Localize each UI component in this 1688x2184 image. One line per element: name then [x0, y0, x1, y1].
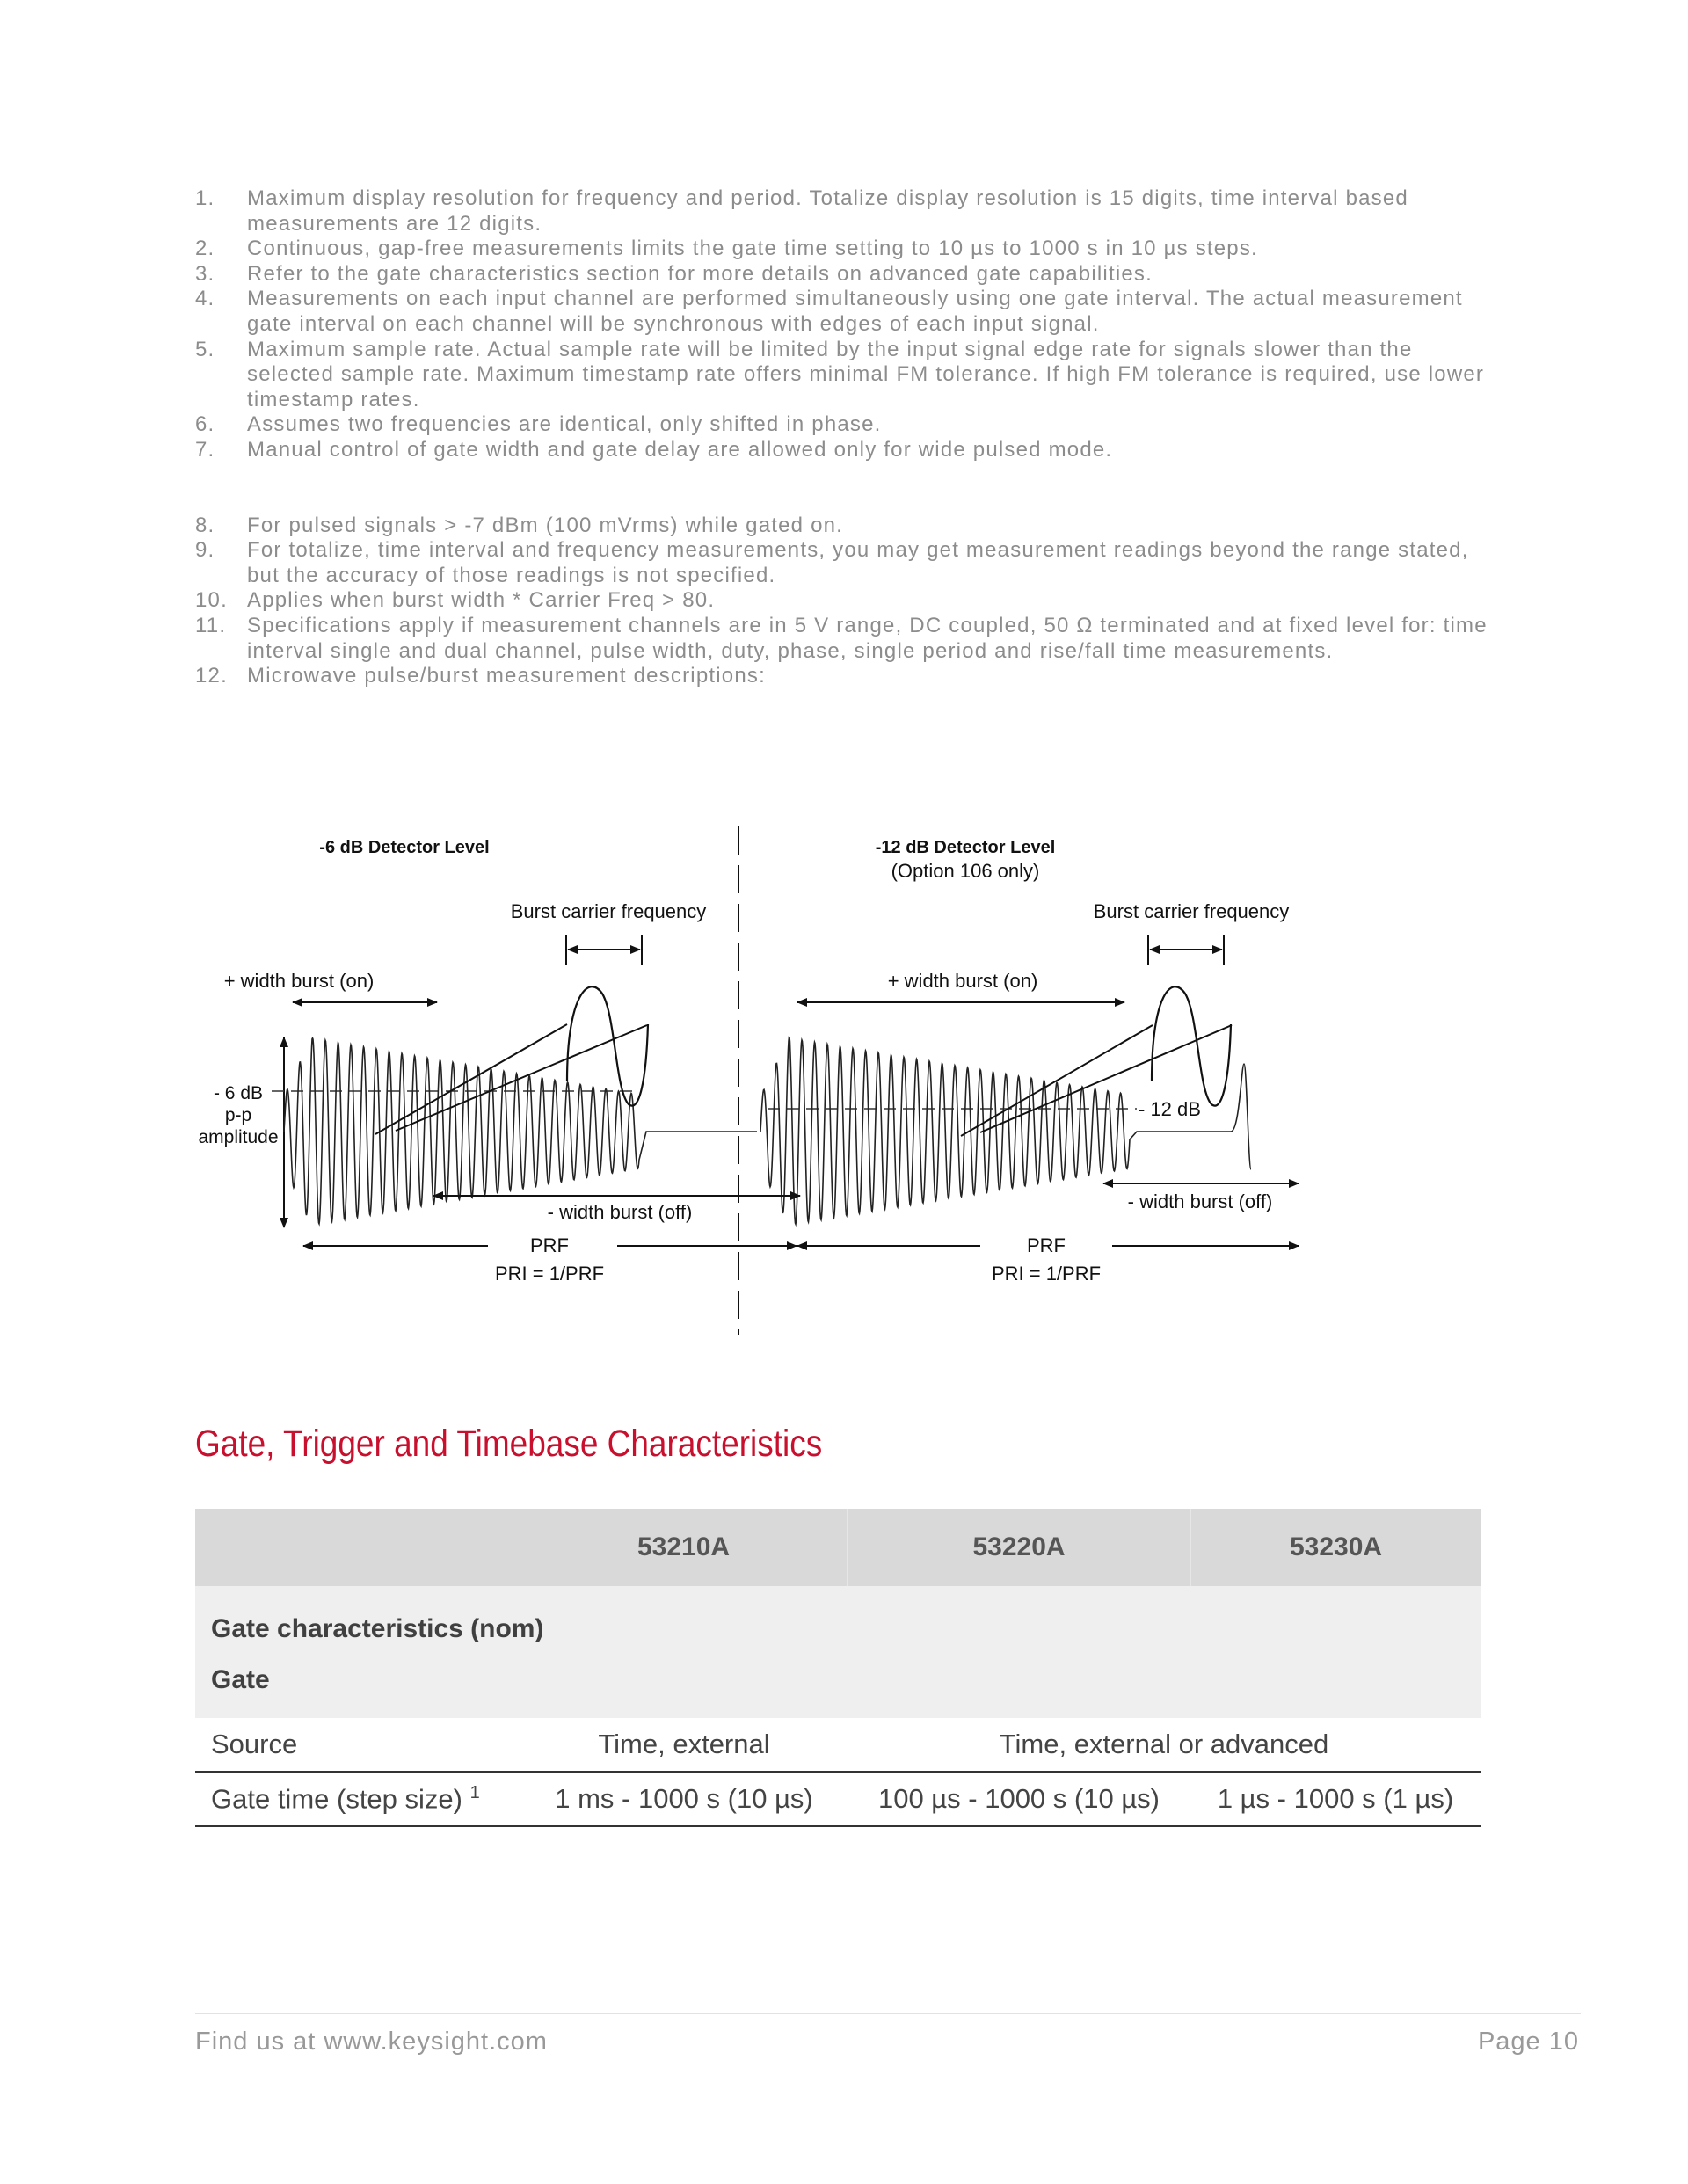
footnote-number: 8.: [195, 513, 215, 537]
carrier-zoom-line-left-b: [396, 1025, 647, 1131]
footnote-text: For pulsed signals > -7 dBm (100 mVrms) while gated on.: [247, 513, 844, 537]
footnote-number: 7.: [195, 437, 215, 462]
amplitude-label-line1: - 6 dB: [213, 1083, 264, 1103]
footnotes: [195, 186, 1505, 689]
table-header-row: [195, 1509, 1481, 1586]
source-53220a-53230a: Time, external or advanced: [848, 1718, 1481, 1772]
footnote: [195, 186, 1505, 237]
gate-time-53220a: 100 µs - 1000 s (10 µs): [848, 1772, 1190, 1826]
footnote-ref: 1: [469, 1782, 480, 1802]
group-label: Gate characteristics (nom): [195, 1586, 1481, 1655]
prf-label-right: PRF: [1027, 1234, 1066, 1256]
footnote: [195, 338, 1505, 413]
footnote: [195, 262, 1505, 288]
db12-label: - 12 dB: [1139, 1098, 1201, 1120]
gate-time-label: Gate time (step size): [211, 1783, 462, 1815]
table-header-53230a: 53230A: [1190, 1509, 1481, 1586]
amplitude-label-line2: p-p: [224, 1105, 252, 1125]
gate-spec-table: [195, 1509, 1481, 1827]
footnote-number: 5.: [195, 337, 215, 361]
page-number: Page 10: [1477, 2027, 1579, 2056]
row-label-source: Source: [195, 1718, 520, 1772]
footnote-text: Measurements on each input channel are performed simultaneously using one gate interval. The actual measurement gate interval on each channel will be synchronous with edges of each input signal.: [247, 287, 1463, 336]
left-title: -6 dB Detector Level: [319, 838, 490, 857]
footnote: [195, 237, 1505, 262]
footnote-text: Manual control of gate width and gate delay are allowed only for wide pulsed mode.: [247, 437, 1113, 462]
footer-divider: [195, 2013, 1581, 2014]
pri-label-left: PRI = 1/PRF: [494, 1263, 605, 1285]
table-header-empty: [195, 1509, 520, 1586]
footnote: [195, 538, 1505, 588]
footnote-number: 2.: [195, 237, 215, 261]
footnote: [195, 287, 1505, 337]
footer-website[interactable]: Find us at www.keysight.com: [195, 2027, 548, 2056]
footnote-number: 10.: [195, 588, 228, 613]
footnote-text: Refer to the gate characteristics section for more details on advanced gate capabilities.: [247, 261, 1153, 286]
table-header-53210a: 53210A: [520, 1509, 848, 1586]
pri-label-right: PRI = 1/PRF: [991, 1263, 1102, 1285]
footnote-text: For totalize, time interval and frequency measurements, you may get measurement readings beyond the range stated, but the accuracy of those readings is not specified.: [247, 538, 1469, 587]
right-title: -12 dB Detector Level: [875, 838, 1056, 857]
footnote-text: Specifications apply if measurement channels are in 5 V range, DC coupled, 50 Ω terminated and at fixed level for: time interval single and dual channel, pulse width, duty, phase, single period and rise/fall time measurements.: [247, 613, 1488, 663]
footnote-text: Maximum sample rate. Actual sample rate will be limited by the input signal edge rate for signals slower than the selected sample rate. Maximum timestamp rate offers minimal FM tolerance. If high FM tolerance is required, use lower timestamp rates.: [247, 337, 1485, 411]
footnote: [195, 438, 1505, 463]
footnote-number: 1.: [195, 186, 215, 210]
carrier-zoom-sine-right: [1152, 986, 1231, 1105]
footnote-text: Continuous, gap-free measurements limits the gate time setting to 10 µs to 1000 s in 10 µs steps.: [247, 237, 1258, 261]
footnote-gap: [195, 463, 1505, 513]
table-row: [195, 1772, 1481, 1826]
footnote: [195, 614, 1505, 664]
footnote-number: 4.: [195, 287, 215, 311]
footnote: [195, 664, 1505, 689]
row-label-gate-time: [195, 1772, 520, 1826]
carrier-label-left: Burst carrier frequency: [510, 900, 707, 922]
footnote: [195, 412, 1505, 438]
footnote-text: Assumes two frequencies are identical, only shifted in phase.: [247, 412, 882, 437]
gate-time-53210a: 1 ms - 1000 s (10 µs): [520, 1772, 848, 1826]
pulse-burst-diagram-svg: [189, 818, 1319, 1345]
table-row: [195, 1718, 1481, 1772]
right-subtitle: (Option 106 only): [891, 860, 1040, 882]
footnote-number: 3.: [195, 261, 215, 286]
prf-label-left: PRF: [530, 1234, 569, 1256]
width-on-label-right: + width burst (on): [887, 970, 1038, 992]
subgroup-label: Gate: [195, 1655, 1481, 1718]
footnote-text: Microwave pulse/burst measurement descriptions:: [247, 664, 766, 688]
carrier-label-right: Burst carrier frequency: [1093, 900, 1290, 922]
footnote-number: 11.: [195, 613, 227, 637]
footnote-text: Applies when burst width * Carrier Freq > 80.: [247, 588, 716, 613]
footnote-text: Maximum display resolution for frequency and period. Totalize display resolution is 15 digits, time interval based measurements are 12 digits.: [247, 186, 1408, 236]
width-off-label-left: - width burst (off): [547, 1201, 693, 1223]
pulse-burst-diagram: [189, 818, 1319, 1345]
carrier-zoom-line-right-a: [961, 1025, 1153, 1136]
footnote-number: 12.: [195, 664, 228, 688]
section-title: Gate, Trigger and Timebase Characteristics: [195, 1423, 823, 1465]
table-subgroup-row: [195, 1655, 1481, 1718]
table-header-53220a: 53220A: [848, 1509, 1190, 1586]
footnote-number: 9.: [195, 538, 215, 563]
table-group-row: [195, 1586, 1481, 1655]
footnote-number: 6.: [195, 412, 215, 437]
source-53210a: Time, external: [520, 1718, 848, 1772]
amplitude-label-line3: amplitude: [198, 1127, 279, 1147]
width-on-label-left: + width burst (on): [223, 970, 375, 992]
footnote: [195, 588, 1505, 614]
width-off-label-right: - width burst (off): [1127, 1190, 1273, 1212]
gate-time-53230a: 1 µs - 1000 s (1 µs): [1190, 1772, 1481, 1826]
footnote: [195, 513, 1505, 539]
